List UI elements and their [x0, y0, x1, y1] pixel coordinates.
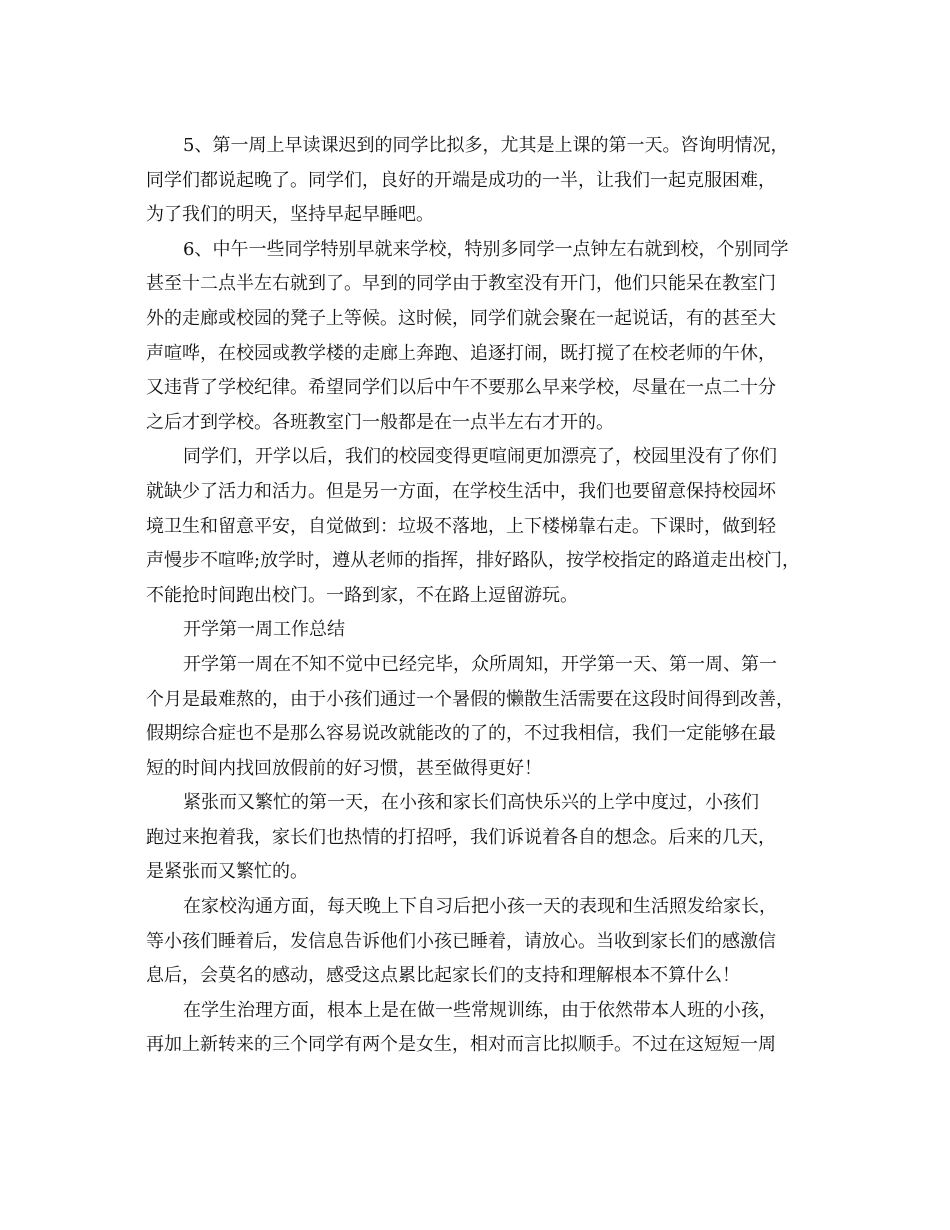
paragraph-line: 跑过来抱着我，家长们也热情的打招呼，我们诉说着各自的想念。后来的几天， [146, 826, 776, 848]
paragraph-line: 在学生治理方面，根本上是在做一些常规训练，由于依然带本人班的小孩， [183, 999, 777, 1021]
paragraph-line: 就缺少了活力和活力。但是另一方面，在学校生活中，我们也要留意保持校园坏 [146, 480, 776, 502]
paragraph-line: 声慢步不喧哗;放学时，遵从老师的指挥，排好路队，按学校指定的路道走出校门， [146, 550, 801, 572]
paragraph-line: 同学们都说起晚了。同学们，良好的开端是成功的一半，让我们一起克服困难， [146, 169, 776, 191]
paragraph-line: 假期综合症也不是那么容易说改就能改的了的，不过我相信，我们一定能够在最 [146, 723, 776, 745]
paragraph-line: 紧张而又繁忙的第一天，在小孩和家长们高快乐兴的上学中度过，小孩们 [183, 792, 759, 814]
paragraph-line: 不能抢时间跑出校门。一路到家，不在路上逗留游玩。 [146, 584, 578, 606]
paragraph-line: 又违背了学校纪律。希望同学们以后中午不要那么早来学校，尽量在一点二十分 [146, 377, 776, 399]
paragraph-line: 之后才到学校。各班教室门一般都是在一点半左右才开的。 [146, 411, 614, 433]
paragraph-line: 开学第一周在不知不觉中已经完毕，众所周知，开学第一天、第一周、第一 [183, 653, 777, 675]
paragraph-line: 6、中午一些同学特别早就来学校，特别多同学一点钟左右就到校，个别同学 [183, 238, 789, 260]
paragraph-line: 同学们，开学以后，我们的校园变得更喧闹更加漂亮了，校园里没有了你们 [183, 446, 777, 468]
paragraph-line: 声喧哗，在校园或教学楼的走廊上奔跑、追逐打闹，既打搅了在校老师的午休， [146, 342, 776, 364]
paragraph-line: 甚至十二点半左右就到了。早到的同学由于教室没有开门，他们只能呆在教室门 [146, 273, 776, 295]
paragraph-line: 再加上新转来的三个同学有两个是女生，相对而言比拟顺手。不过在这短短一周 [146, 1034, 776, 1056]
paragraph-line: 在家校沟通方面，每天晚上下自习后把小孩一天的表现和生活照发给家长， [183, 896, 777, 918]
document-body [146, 129, 826, 1063]
paragraph-line: 短的时间内找回放假前的好习惯，甚至做得更好！ [146, 757, 542, 779]
paragraph-line: 等小孩们睡着后，发信息告诉他们小孩已睡着，请放心。当收到家长们的感激信 [146, 930, 776, 952]
paragraph-line: 外的走廊或校园的凳子上等候。这时候，同学们就会聚在一起说话，有的甚至大 [146, 307, 776, 329]
section-heading: 开学第一周工作总结 [183, 619, 345, 641]
paragraph-line: 个月是最难熬的，由于小孩们通过一个暑假的懒散生活需要在这段时间得到改善， [146, 688, 794, 710]
paragraph-line: 5、第一周上早读课迟到的同学比拟多，尤其是上课的第一天。咨询明情况， [183, 135, 789, 156]
paragraph-line: 是紧张而又繁忙的。 [146, 861, 308, 883]
paragraph-line: 息后，会莫名的感动，感受这点累比起家长们的支持和理解根本不算什么！ [146, 965, 740, 987]
paragraph-line: 境卫生和留意平安，自觉做到：垃圾不落地，上下楼梯靠右走。下课时，做到轻 [146, 515, 776, 537]
paragraph-line: 为了我们的明天，坚持早起早睡吧。 [146, 204, 434, 226]
